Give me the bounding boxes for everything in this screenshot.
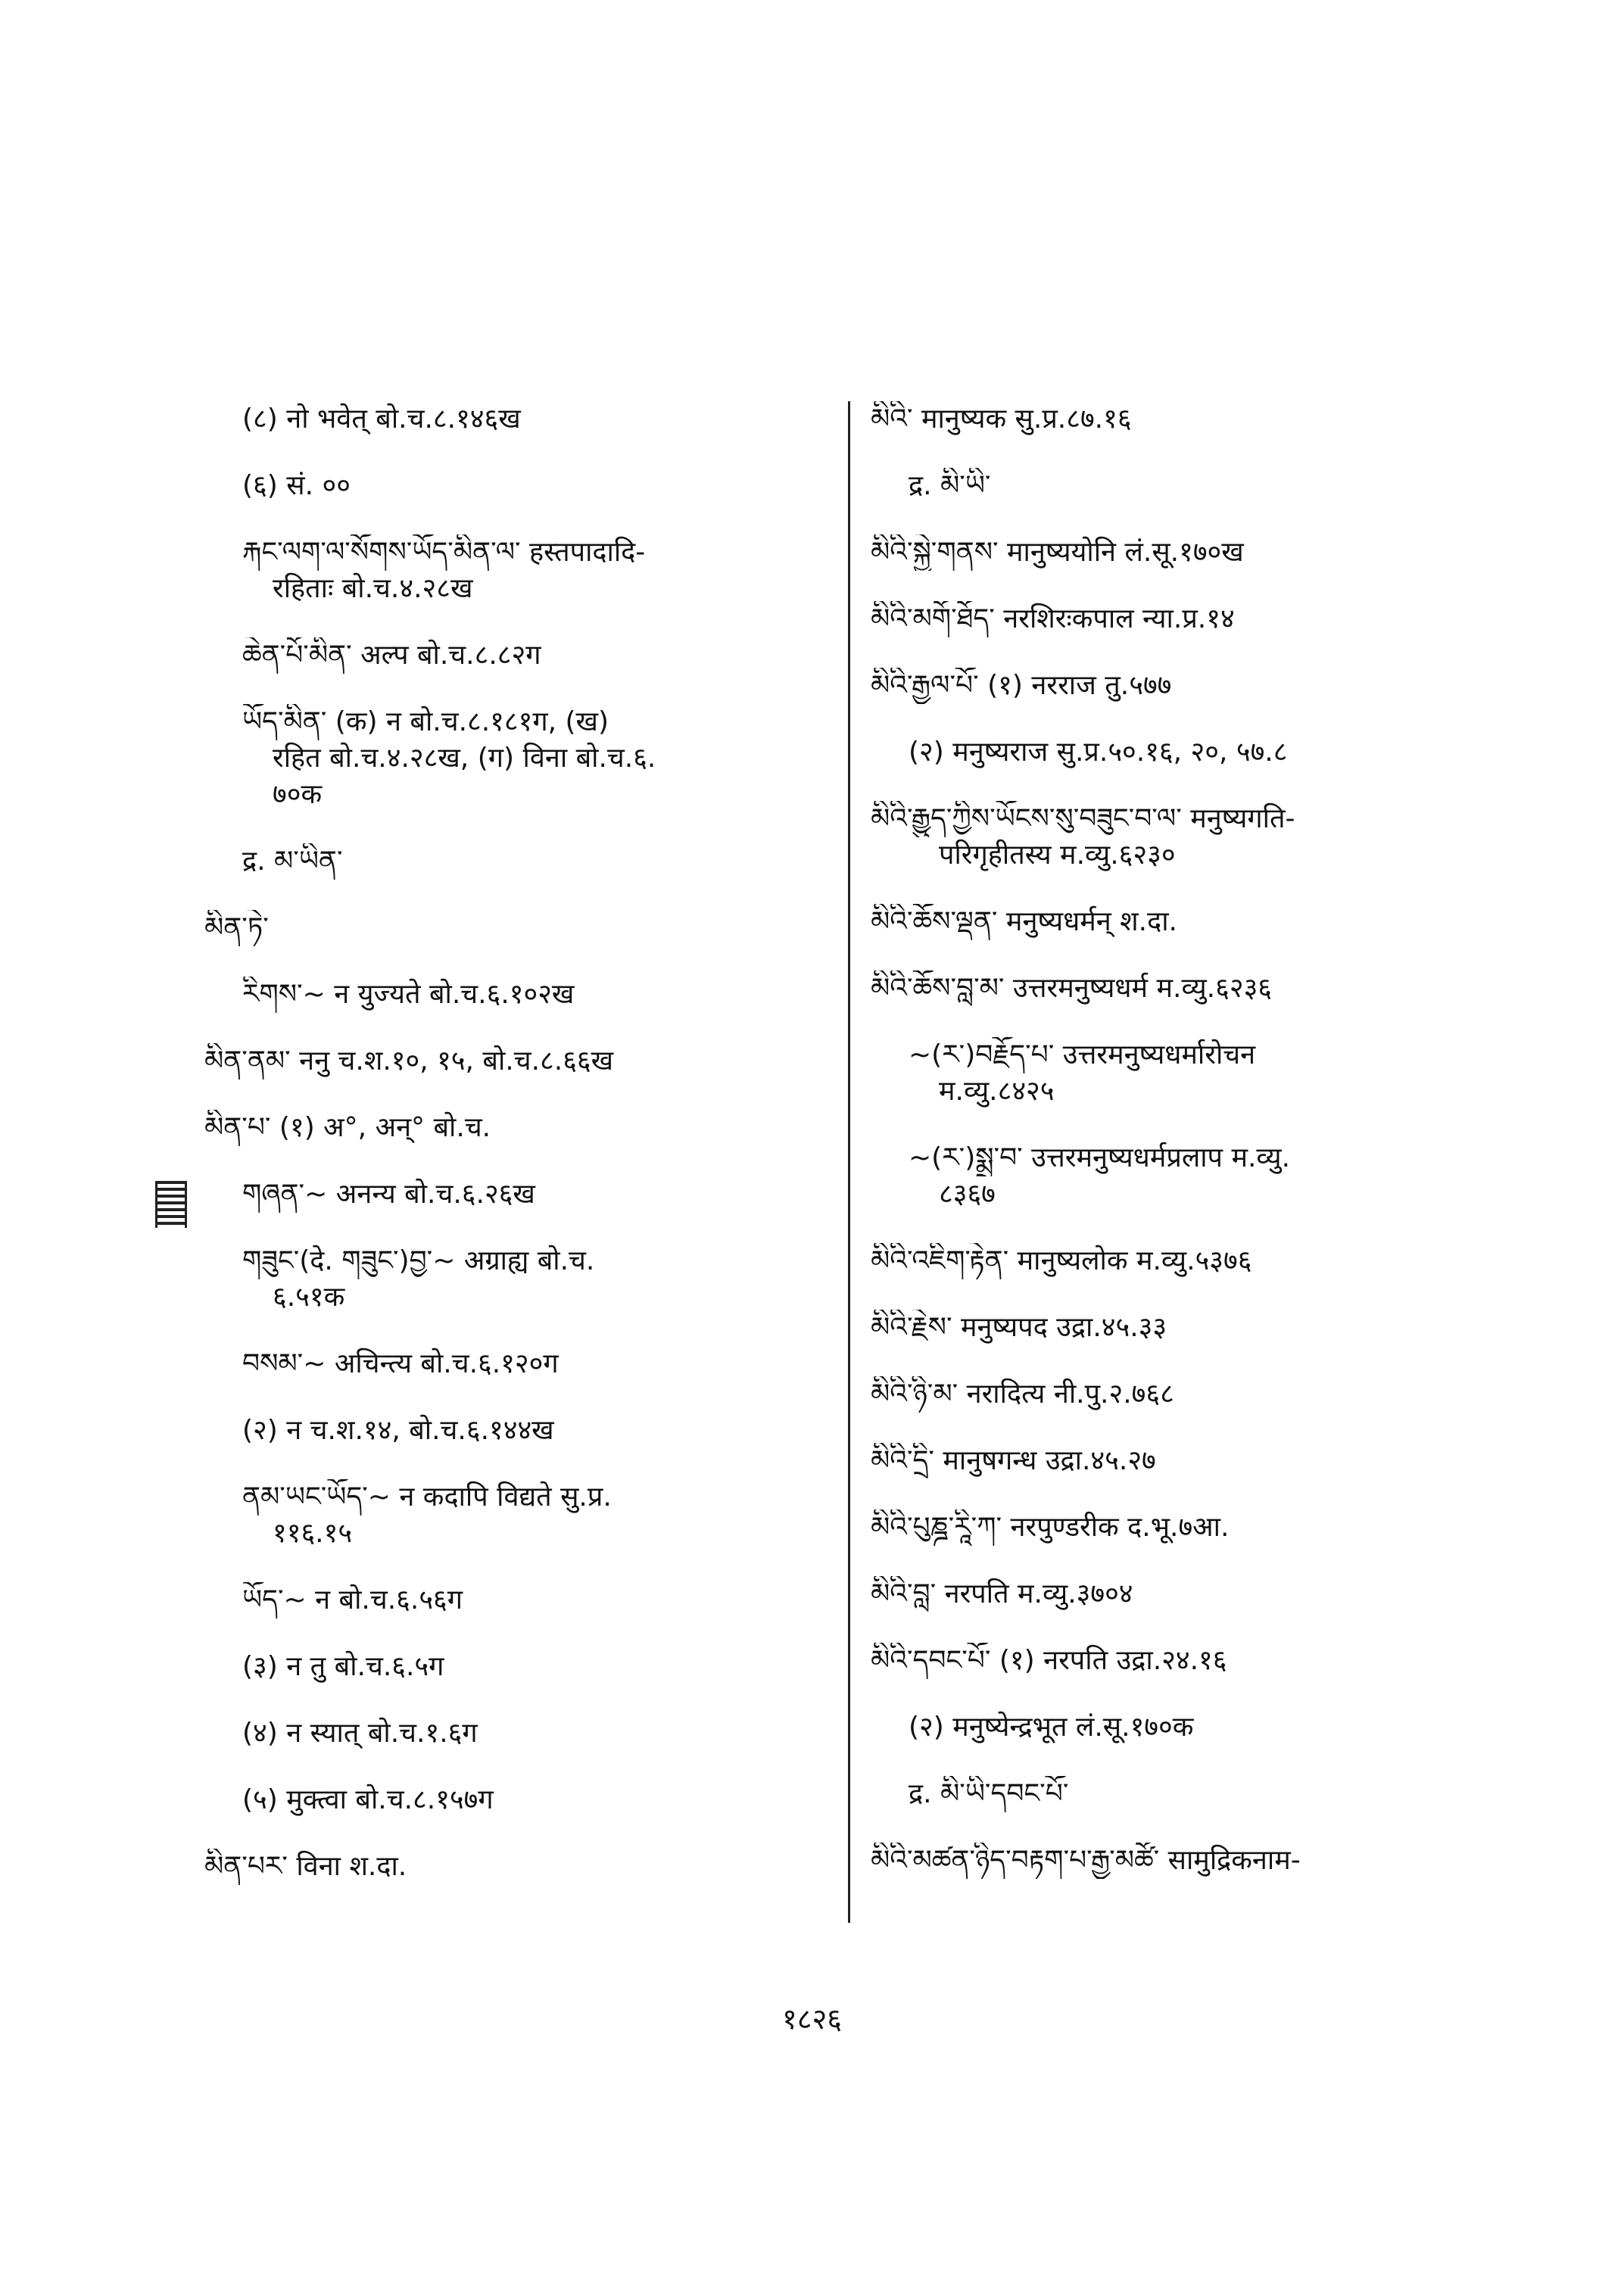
- entry-line: མིའི་པུཎྜ་རཱི་ཀ་ नरपुण्डरीक द.भू.७आ.: [871, 1512, 1230, 1543]
- entry-line: མིའི་མགོ་ཐོད་ नरशिरःकपाल न्या.प्र.१४: [871, 603, 1235, 634]
- dictionary-entry: [871, 1643, 1499, 1679]
- dictionary-entry: [204, 1176, 833, 1213]
- dictionary-entry: [204, 910, 833, 946]
- dictionary-entry: [871, 1576, 1499, 1612]
- dictionary-entry: [204, 1649, 833, 1685]
- entry-line: མིའི་རྗེས་ मनुष्यपद उद्रा.४५.३३: [871, 1312, 1167, 1343]
- entry-line: ཡོད་མིན་ (क) न बो.च.८.१८१ग, (ख): [242, 706, 609, 737]
- dictionary-entry: [871, 1140, 1499, 1213]
- entry-line: མིན་ནམ་ ननु च.श.१०, १५, बो.च.८.६६ख: [204, 1045, 614, 1076]
- page-number: १८२६: [781, 2002, 843, 2036]
- thumb-index-tab: [155, 1181, 187, 1228]
- entry-continuation-line: ६.५१क: [273, 1282, 345, 1313]
- entry-line: མིའི་མཚན་ཉིད་བརྟག་པ་རྒྱ་མཚོ་ सामुद्रिकनाम-: [871, 1845, 1301, 1876]
- right-column: [871, 401, 1499, 1879]
- dictionary-entry: [204, 401, 833, 438]
- dictionary-entry: [204, 1479, 833, 1552]
- entry-line: (४) न स्यात् बो.च.१.६ग: [242, 1718, 478, 1749]
- dictionary-entry: [204, 1243, 833, 1316]
- entry-line: (३) न तु बो.च.६.५ग: [242, 1651, 444, 1682]
- dictionary-entry: [204, 1043, 833, 1080]
- column-divider: [848, 401, 850, 1923]
- entry-line: མིའི་ཆོས་ལྡན་ मनुष्यधर्मन् श.दा.: [871, 906, 1177, 937]
- dictionary-entry: [871, 668, 1499, 704]
- dictionary-entry: [871, 1843, 1499, 1879]
- entry-line: མིའི་རྒྱུད་ཀྱིས་ཡོངས་སུ་བཟུང་བ་ལ་ मनुष्यगति-: [871, 803, 1295, 834]
- dictionary-entry: [871, 1243, 1499, 1279]
- dictionary-entry: [871, 1376, 1499, 1413]
- dictionary-entry: [871, 1776, 1499, 1812]
- dictionary-entry: [871, 904, 1499, 940]
- entry-continuation-line: म.व्यु.८४२५: [939, 1076, 1055, 1107]
- dictionary-entry: [204, 843, 833, 880]
- entry-continuation-line: रहित बो.च.४.२८ख, (ग) विना बो.च.६.: [273, 743, 656, 774]
- entry-line: མིན་ཏེ་: [204, 912, 269, 943]
- entry-line: མིན་པར་ विना श.दा.: [204, 1851, 407, 1882]
- dictionary-entry: [204, 637, 833, 674]
- dictionary-entry: [871, 1310, 1499, 1346]
- entry-line: (८) नो भवेत् बो.च.८.१४६ख: [242, 403, 521, 435]
- dictionary-entry: [204, 1582, 833, 1618]
- entry-line: द्र. མི་ཡི་: [909, 470, 991, 501]
- entry-line: ནམ་ཡང་ཡོད་~ न कदापि विद्यते सु.प्र.: [242, 1481, 612, 1513]
- entry-line: བསམ་~ अचिन्त्य बो.च.६.१२०ग: [242, 1348, 559, 1379]
- dictionary-entry: [871, 1443, 1499, 1479]
- dictionary-entry: [204, 704, 833, 813]
- entry-line: ཆེན་པོ་མིན་ अल्प बो.च.८.८२ग: [242, 640, 541, 671]
- entry-line: द्र. མ་ཡིན་: [242, 846, 343, 877]
- entry-line: (२) मनुष्यराज सु.प्र.५०.१६, २०, ५७.८: [909, 737, 1288, 768]
- dictionary-entry: [204, 534, 833, 607]
- dictionary-entry: [871, 401, 1499, 438]
- entry-line: མིན་པ་ (१) अ°, अन्° बो.च.: [204, 1112, 491, 1143]
- dictionary-entry: [871, 468, 1499, 504]
- entry-line: མིའི་དྲི་ मानुषगन्ध उद्रा.४५.२७: [871, 1445, 1156, 1476]
- entry-continuation-line: ८३६७: [939, 1179, 996, 1210]
- dictionary-entry: [871, 734, 1499, 771]
- dictionary-entry: [871, 1709, 1499, 1746]
- entry-line: གཞན་~ अनन्य बो.च.६.२६ख: [242, 1179, 535, 1210]
- dictionary-entry: [204, 1715, 833, 1752]
- entry-line: རིགས་~ न युज्यते बो.च.६.१०२ख: [242, 979, 575, 1010]
- dictionary-entry: [204, 468, 833, 504]
- entry-line: द्र. མི་ཡི་དབང་པོ་: [909, 1778, 1069, 1809]
- entry-continuation-line: ७०क: [273, 779, 323, 810]
- entry-line: མིའི་དབང་པོ་ (१) नरपति उद्रा.२४.१६: [871, 1645, 1227, 1676]
- dictionary-entry: [204, 1346, 833, 1382]
- entry-line: མིའི་ मानुष्यक सु.प्र.८७.१६: [871, 403, 1132, 435]
- entry-line: ~(ར་)སྨྲ་བ་ उत्तरमनुष्यधर्मप्रलाप म.व्यु.: [909, 1142, 1291, 1173]
- entry-line: མིའི་བླ་ नरपति म.व्यु.३७०४: [871, 1578, 1133, 1609]
- entry-line: ~(ར་)བརྗོད་པ་ उत्तरमनुष्यधर्मारोचन: [909, 1039, 1256, 1070]
- dictionary-entry: [871, 801, 1499, 874]
- entry-line: གཟུང་(दे. གཟུང་)བྱ་~ अग्राह्य बो.च.: [242, 1245, 595, 1276]
- dictionary-entry: [204, 1849, 833, 1885]
- entry-line: (२) न च.श.१४, बो.च.६.१४४ख: [242, 1415, 554, 1446]
- entry-continuation-line: ११६.१५: [273, 1518, 353, 1549]
- dictionary-entry: [204, 977, 833, 1013]
- entry-continuation-line: रहिताः बो.च.४.२८ख: [273, 573, 473, 604]
- dictionary-entry: [871, 1037, 1499, 1110]
- dictionary-entry: [204, 1782, 833, 1818]
- dictionary-entry: [871, 970, 1499, 1007]
- entry-line: མིའི་སྐྱེ་གནས་ मानुष्ययोनि लं.सू.१७०ख: [871, 537, 1244, 568]
- dictionary-entry: [871, 1509, 1499, 1546]
- entry-line: རྐང་ལག་ལ་སོགས་ཡོད་མིན་ལ་ हस्तपादादि-: [242, 537, 646, 568]
- entry-line: (५) मुक्त्वा बो.च.८.१५७ग: [242, 1784, 494, 1815]
- entry-line: (६) सं. ००: [242, 470, 351, 501]
- dictionary-entry: [871, 534, 1499, 571]
- entry-line: ཡོད་~ न बो.च.६.५६ग: [242, 1584, 463, 1615]
- dictionary-entry: [204, 1110, 833, 1146]
- entry-line: མིའི་ཉི་མ་ नरादित्य नी.पु.२.७६८: [871, 1379, 1174, 1410]
- entry-line: མིའི་འཇིག་རྟེན་ मानुष्यलोक म.व्यु.५३७६: [871, 1245, 1252, 1276]
- entry-continuation-line: परिगृहीतस्य म.व्यु.६२३०: [939, 840, 1176, 871]
- entry-line: མིའི་ཆོས་བླ་མ་ उत्तरमनुष्यधर्म म.व्यु.६२३६: [871, 973, 1273, 1004]
- left-column: [204, 401, 833, 1885]
- dictionary-entry: [871, 601, 1499, 637]
- entry-line: (२) मनुष्येन्द्रभूत लं.सू.१७०क: [909, 1712, 1194, 1743]
- entry-line: མིའི་རྒྱལ་པོ་ (१) नरराज तु.५७७: [871, 670, 1172, 701]
- dictionary-entry: [204, 1413, 833, 1449]
